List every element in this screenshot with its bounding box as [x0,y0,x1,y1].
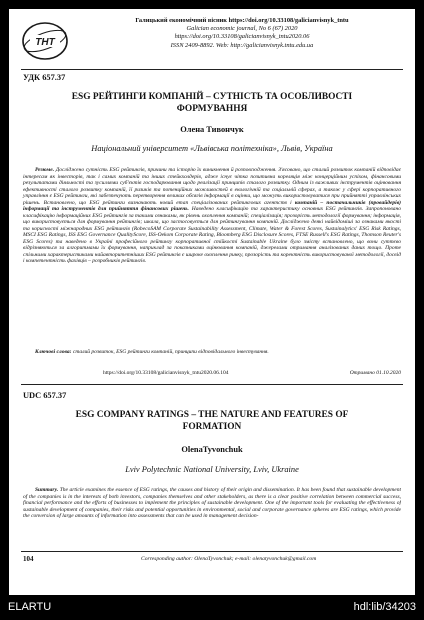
en-title [23,410,401,433]
ua-author: Олена Тивончук [180,125,244,134]
en-abstract-text: The article examines the essence of ESG ratings, the causes and history of their origin and dissemination. It has been found that sustainable development of the companies is in the interests of both investors, companies themselves and other stakeholders, as there is a clear positive correlation between commercial success, financial performance and the efforts of businesses to implement the principles of sustainable development. One of the important tools for evaluating the effectiveness of sustainable development of companies, their risks and potential opportunities in environmental, social and corporate governance spheres are ESG ratings, which provide the conversion of large amounts of information into assessments that can be used in management decision- [23,487,401,519]
journal-doi[interactable]: https://doi.org/10.33108/galicianvisnyk_tntu2020.06 [174,33,310,41]
corresponding-author: Corresponding author: OlenaTyvonchuk; e-mail: olenatyvonchuk@gmail.com [141,556,317,562]
journal-issue: Galician economic journal, No 6 (67) 2020 [186,25,298,33]
handle-id[interactable]: hdl:lib/34203 [353,601,416,613]
ua-abstract-part1: Досліджено сутність ESG рейтингів, причини та історію їх виникнення й розповсюдження. З'ясовано, що сталий розвиток компаній відповідає інтересам як інвесторів, так і самих компаній та інших стейкхолдерів, адже існує чітка позитивна кореляція між концерційним успіхом, фінансовими результатами діяльності та зусиллями суб'єктів господарювання щодо реалізації принципів сталого розвитку. Одним із важливих інструментів оцінювання ефективності сталого розвитку компаній, її ризиків та потенційних можливостей в екологічній та соціальній сферах, а також у сфері корпоративного управління є ESG рейтинги, які забезпечують перетворення великих обсягів інформації в оцінки, що можуть використовуватися при прийнятті управлінських рішень. Встановлено, що ESG рейтинги визначають новий етап спеціалізованих рейтингових агентств і [23,167,402,206]
udk-code: УДК 657.37 [23,73,66,82]
ua-title-line2: ФОРМУВАННЯ [176,103,248,114]
page-number: 104 [23,555,34,563]
en-abstract-label: Summary. [35,487,59,493]
en-affiliation: Lviv Polytechnic National University, Lviv, Ukraine [125,465,299,474]
header-rule [21,69,403,70]
journal-issn[interactable]: ISSN 2409-8892. Web: http://galicianvisnyk.tntu.edu.ua [170,41,314,49]
article-doi[interactable]: https://doi.org/10.33108/galicianvisnyk_tntu2020.06.104 [103,370,229,376]
repository-name: ELARTU [8,601,52,613]
ua-abstract-bold: компаній – постачальників (провайдерів) інформації та інструментів для прийняття фінансових рішень [23,199,402,212]
repository-bar [0,595,424,620]
journal-title-ua: Галицький економічний вісник https://doi.org/10.33108/galicianvisnyk_tntu [135,17,349,24]
en-abstract [23,487,401,545]
ua-affiliation: Національний університет «Львівська політехніка», Львів, Україна [91,144,333,153]
ua-abstract-label: Резюме. [35,167,55,173]
en-title-line2: FORMATION [182,421,242,432]
ua-title-line1: ESG РЕЙТИНГИ КОМПАНІЙ – СУТНІСТЬ ТА ОСОБЛИВОСТІ [71,92,353,102]
udc-code: UDC 657.37 [23,391,67,400]
journal-page [9,9,415,595]
tntu-logo-icon [21,19,69,63]
ua-abstract-part2: . Наведено класифікацію та характеристику основних ESG рейтингів. Запропоновано класифікацію інформаційних ESG рейтингів за такими ознаками, як рівень охоплення компаній; спеціалізація; прозорість методології формування; інформація, що використовується для формування рейтингів; шкала, що застосовується для рейтингування компаній. Досліджено деякі найвідоміші за ознаками якості та корисності міжнародних ESG рейтингів (RobecoSAM Corporate Sustainability Assessment, Climate, Water & Forest Scores, Sustainalytics' ESG Risk Ratings, MSCI ESG Ratings, ISS ESG Governance QualityScore, ISS-Oekom Corporate Rating, Bloomberg ESG Disclosure Scores, FTSE Russell's ESG Ratings, Thomson Reuter's ESG Scores) та наведено в Україні професійного рейтингу корпоративної стійкості Sustainable Ukraine було змісту встановлено, що вони суттєво відрізняються за алгоритмами їх формування, наприклад за показниками оцінювання компаній, джерелами отримання аналізованих даних тощо. Проте спільними характеристиками найавторитетніших ESG рейтингів є широке охоплення ринку, прозорість та коректність використовуваної методології, досвід і компетентність фахівців – розробників рейтингів. [23,206,401,264]
journal-header-text [77,17,407,50]
footer-rule [21,551,403,552]
received-date: Отримано 01.10.2020 [349,370,401,376]
en-title-line1: ESG COMPANY RATINGS – THE NATURE AND FEATURES OF [75,410,349,420]
ua-keywords [23,349,401,356]
section-rule [21,384,403,385]
logo-text: ТНТ [35,37,55,48]
page-header [21,15,407,67]
ua-keywords-label: Ключові слова: [35,349,72,355]
ua-title [23,92,401,115]
ua-keywords-text: сталий розвиток, ESG рейтинги компаній, принципи відповідального інвестування. [72,349,269,355]
ua-abstract [23,167,401,265]
en-author: OlenaTyvonchuk [181,445,243,454]
